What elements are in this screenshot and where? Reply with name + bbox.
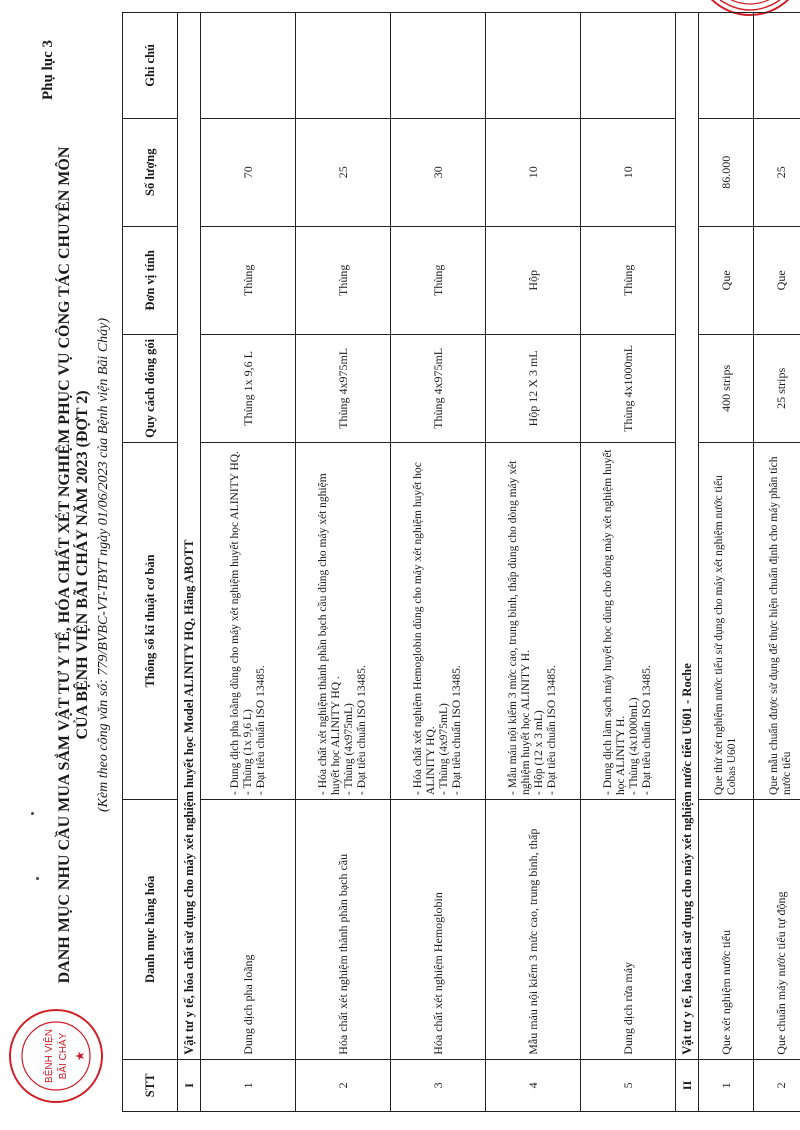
cell-unit: Thùng	[581, 226, 676, 334]
table-row	[754, 13, 800, 1112]
cell-pack: Thùng 4x975mL	[296, 334, 391, 442]
cell-note	[754, 13, 800, 119]
spec-line: - Hộp (12 x 3 mL)	[533, 710, 545, 795]
cell-pack: 400 strips	[699, 334, 754, 442]
cell-name: Hóa chất xét nghiệm Hemoglobin	[391, 799, 486, 1059]
cell-note	[486, 13, 581, 119]
stamp-text-line2: BÃI CHÁY	[58, 1032, 69, 1080]
cell-stt: 1	[201, 1059, 296, 1111]
section-index: II	[676, 1059, 699, 1111]
cell-qty: 25	[754, 118, 800, 226]
section-index: I	[178, 1059, 201, 1111]
cell-name: Dung dịch pha loãng	[201, 799, 296, 1059]
spec-line: Que thử xét nghiệm nước tiểu sử dụng cho máy xét nghiệm nước tiểu Cobas U601	[713, 475, 738, 795]
cell-note	[296, 13, 391, 119]
cell-spec	[296, 442, 391, 799]
spec-line: - Đạt tiêu chuẩn ISO 13485.	[546, 665, 558, 795]
spec-line: - Hóa chất xét nghiệm thành phần bạch cầu dùng cho máy xét nghiệm huyết học ALINITY HQ .	[317, 473, 342, 795]
cell-name: Que chuẩn máy nước tiểu tự động	[754, 799, 800, 1059]
cell-stt: 1	[699, 1059, 754, 1111]
spec-line: - Thùng (4x1000mL)	[628, 697, 640, 795]
cell-name: Mẫu máu nội kiểm 3 mức cao, trung bình, thấp	[486, 799, 581, 1059]
section-title: Vật tư y tế, hóa chất sử dụng cho máy xét nghiệm nước tiểu U601 - Roche	[676, 13, 699, 1060]
cell-name: Que xét nghiệm nước tiểu	[699, 799, 754, 1059]
cell-unit: Que	[754, 226, 800, 334]
cell-stt: 3	[391, 1059, 486, 1111]
spec-line: - Đạt tiêu chuẩn ISO 13485.	[356, 665, 368, 795]
cell-unit: Hộp	[486, 226, 581, 334]
col-header-stt: STT	[123, 1059, 178, 1111]
stamp-text-line1: BỆNH VIỆN	[44, 1029, 55, 1083]
cell-spec	[754, 442, 800, 799]
cell-qty: 70	[201, 118, 296, 226]
section-title: Vật tư y tế, hóa chất sử dụng cho máy xét nghiệm huyết học Model ALINITY HQ, Hãng ABOTT	[178, 13, 201, 1060]
table-row	[486, 13, 581, 1112]
cell-unit: Thùng	[391, 226, 486, 334]
spec-line: - Đạt tiêu chuẩn ISO 13485.	[254, 665, 267, 795]
cell-qty: 86.000	[699, 118, 754, 226]
table-row	[201, 13, 296, 1112]
cell-pack: Hộp 12 X 3 mL	[486, 334, 581, 442]
table-header-row	[123, 13, 178, 1112]
col-header-unit: Đơn vị tính	[123, 226, 178, 334]
cell-pack: 25 strips	[754, 334, 800, 442]
cell-note	[201, 13, 296, 119]
cell-unit: Thùng	[296, 226, 391, 334]
spec-line: - Đạt tiêu chuẩn ISO 13485.	[451, 665, 463, 795]
cell-spec	[699, 442, 754, 799]
spec-line: - Thùng (4x975mL)	[343, 703, 355, 795]
cell-note	[581, 13, 676, 119]
table-row	[391, 13, 486, 1112]
document-title-line1: DANH MỤC NHU CẦU MUA SẮM VẬT TƯ Y TẾ, HÓA CHẤT XÉT NGHIỆM PHỤC VỤ CÔNG TÁC CHUYÊN MÔN	[56, 146, 73, 984]
cell-spec	[201, 442, 296, 799]
section-row	[676, 13, 699, 1112]
cell-pack: Thùng 1x 9,6 L	[201, 334, 296, 442]
col-header-pack: Quy cách đóng gói	[123, 334, 178, 442]
cell-stt: 2	[754, 1059, 800, 1111]
spec-line: - Mẫu máu nội kiểm 3 mức cao, trung bình, thấp dùng cho dòng máy xét nghiệm huyết học ALINITY H.	[507, 460, 532, 795]
cell-spec	[391, 442, 486, 799]
spec-line: - Thùng (4x975mL)	[438, 703, 450, 795]
cell-qty: 10	[486, 118, 581, 226]
col-header-qty: Số lượng	[123, 118, 178, 226]
spec-line: Que mẫu chuẩn được sử dụng để thực hiện chuẩn định cho máy phân tích nước tiểu	[768, 456, 793, 795]
cell-spec	[486, 442, 581, 799]
cell-qty: 25	[296, 118, 391, 226]
col-header-note: Ghi chú	[123, 13, 178, 119]
cell-unit: Thùng	[201, 226, 296, 334]
cell-note	[699, 13, 754, 119]
cell-qty: 30	[391, 118, 486, 226]
spec-line: - Thùng (1x 9,6 L)	[241, 709, 254, 795]
cell-stt: 2	[296, 1059, 391, 1111]
table-row	[699, 13, 754, 1112]
spec-line: - Dung dịch pha loãng dùng cho máy xét nghiệm huyết học ALINITY HQ.	[228, 451, 241, 795]
section-row	[178, 13, 201, 1112]
spec-line: - Đạt tiêu chuẩn ISO 13485.	[641, 665, 653, 795]
cell-spec	[581, 442, 676, 799]
spec-line: - Dung dịch làm sạch máy huyết học dùng cho dòng máy xét nghiệm huyết học ALINITY H.	[602, 449, 627, 795]
table-row	[581, 13, 676, 1112]
cell-pack: Thùng 4x975mL	[391, 334, 486, 442]
cell-name: Dung dịch rửa máy	[581, 799, 676, 1059]
cell-unit: Que	[699, 226, 754, 334]
col-header-spec: Thông số kĩ thuật cơ bản	[123, 442, 178, 799]
procurement-table	[122, 12, 800, 1112]
cell-note	[391, 13, 486, 119]
svg-text:★: ★	[73, 1050, 87, 1062]
cell-name: Hóa chất xét nghiệm thành phần bạch cầu	[296, 799, 391, 1059]
appendix-label: Phụ lục 3	[40, 39, 56, 100]
col-header-name: Danh mục hàng hóa	[123, 799, 178, 1059]
cell-pack: Thùng 4x1000mL	[581, 334, 676, 442]
document-subtitle: (Kèm theo công văn số: 779/BVBC-VT-TBYT ngày 01/06/2023 của Bệnh viện Bãi Cháy)	[96, 317, 111, 813]
cell-stt: 5	[581, 1059, 676, 1111]
cell-stt: 4	[486, 1059, 581, 1111]
table-row	[296, 13, 391, 1112]
spec-line: - Hóa chất xét nghiệm Hemoglobin dùng cho máy xét nghiệm huyết học ALINITY HQ.	[412, 462, 437, 795]
document-title-line2: CỦA BỆNH VIỆN BÃI CHÁY NĂM 2023 (ĐỢT 2)	[74, 390, 91, 740]
cell-qty: 10	[581, 118, 676, 226]
